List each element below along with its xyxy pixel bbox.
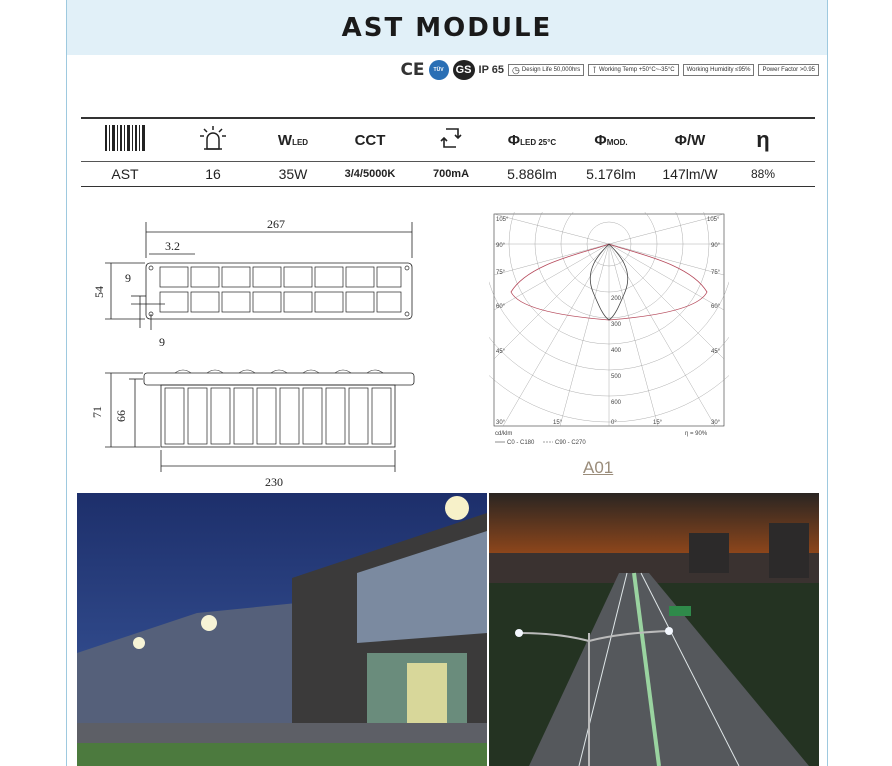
efficiency-header: η — [756, 127, 770, 152]
radius-500: 500 — [611, 374, 622, 380]
module-plan-view — [146, 263, 412, 319]
radius-600: 600 — [611, 400, 622, 406]
wattage-value: 35W — [278, 166, 308, 182]
led-lens-grid — [149, 266, 409, 316]
clock-icon: ◷ — [512, 65, 520, 75]
angle-45-right: 45° — [711, 349, 721, 355]
spec-header-row — [81, 119, 815, 162]
eta-label: η = 90% — [685, 431, 708, 437]
angle-15-left: 15° — [553, 420, 563, 426]
tuv-mark-icon: TÜV — [429, 60, 449, 80]
led-bulb-icon — [169, 123, 257, 157]
design-life-badge — [508, 64, 584, 76]
flux-led-header: ΦLED 25°C — [507, 131, 557, 149]
angle-105-right: 105° — [707, 217, 720, 223]
dim-hole: 3.2 — [165, 239, 180, 253]
angle-30-right: 30° — [711, 420, 721, 426]
legend-c0: C0 - C180 — [507, 440, 535, 446]
led-count-value: 16 — [205, 166, 221, 182]
power-factor-text: Power Factor >0.95 — [762, 67, 815, 73]
dim-depth-body: 66 — [114, 410, 128, 422]
highway-night-photo — [489, 493, 819, 766]
radius-400: 400 — [611, 348, 622, 354]
street-light-glow — [201, 615, 217, 631]
angle-90-right: 90° — [711, 243, 721, 249]
angle-45-left: 45° — [496, 349, 506, 355]
angle-75-left: 75° — [496, 270, 506, 276]
module-side-top — [144, 373, 414, 385]
legend-c90: C90 - C270 — [555, 440, 586, 446]
working-temp-text: Working Temp +50°C~-35°C — [598, 67, 675, 73]
spec-table — [81, 117, 815, 187]
working-humidity-text: Working Humidity ≤95% — [686, 67, 751, 73]
angle-60-left: 60° — [496, 304, 506, 310]
angle-60-right: 60° — [711, 304, 721, 310]
efficacy-header: Φ/W — [674, 131, 706, 149]
working-humidity-badge — [683, 64, 755, 76]
gs-mark-icon: GS — [453, 60, 475, 80]
title-band — [67, 0, 827, 55]
w-led-header: WLED — [277, 131, 309, 149]
working-temp-badge — [588, 64, 678, 76]
ce-mark-icon: CE — [400, 60, 425, 80]
angle-90-left: 90° — [496, 243, 506, 249]
cct-header: CCT — [354, 131, 386, 149]
module-side-body — [161, 385, 395, 447]
current-value: 700mA — [432, 168, 470, 180]
angle-75-right: 75° — [711, 270, 721, 276]
dim-offset-bottom: 9 — [159, 335, 165, 349]
model-value: AST — [111, 166, 139, 182]
polar-light-distribution — [489, 212, 729, 452]
dim-depth-total: 71 — [90, 406, 104, 418]
angle-30-left: 30° — [496, 420, 506, 426]
polar-caption: A01 — [583, 458, 614, 477]
barcode-icon — [81, 123, 169, 157]
angle-105-left: 105° — [496, 217, 509, 223]
building-night-photo — [77, 493, 487, 766]
angle-0: 0° — [611, 420, 617, 426]
dimension-drawing — [85, 210, 425, 495]
power-factor-badge — [758, 64, 819, 76]
datasheet-page — [66, 0, 828, 766]
driver-current-icon — [411, 123, 491, 157]
radius-200: 200 — [611, 296, 622, 302]
dim-width-bottom: 230 — [265, 475, 283, 489]
design-life-text: Design Life 50,000hrs — [521, 67, 581, 73]
dim-height: 54 — [92, 286, 106, 298]
flux-led-value: 5.886lm — [507, 166, 557, 182]
dim-width-top: 267 — [267, 217, 285, 231]
ip-rating: IP 65 — [478, 64, 505, 76]
cct-value: 3/4/5000K — [344, 168, 396, 180]
flux-module-header: ΦMOD. — [594, 131, 628, 149]
page-title: AST MODULE — [341, 12, 553, 43]
heatsink-fins — [165, 388, 391, 444]
flux-module-value: 5.176lm — [586, 166, 636, 182]
thermometer-icon: ⊺ — [592, 65, 597, 75]
certification-row — [400, 60, 819, 80]
angle-15-right: 15° — [653, 420, 663, 426]
dim-offset-top: 9 — [125, 271, 131, 285]
radius-300: 300 — [611, 322, 622, 328]
spec-values-row — [81, 162, 815, 186]
efficiency-value: 88% — [750, 167, 776, 181]
efficacy-value: 147lm/W — [662, 166, 718, 182]
unit-label: cd/klm — [495, 431, 513, 437]
